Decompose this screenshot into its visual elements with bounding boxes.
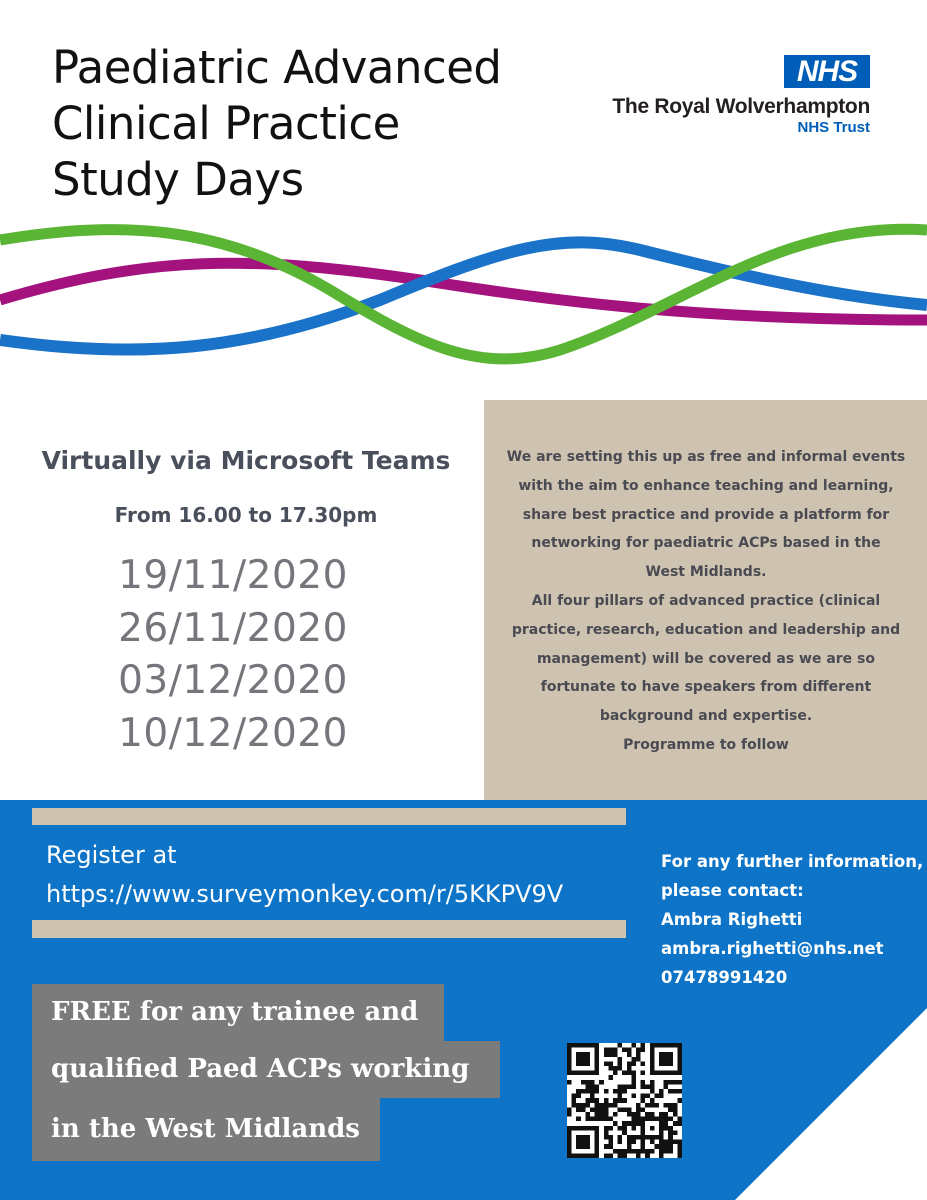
register-block	[46, 836, 563, 914]
contact-block	[661, 847, 923, 992]
free-line: FREE for any trainee and	[32, 984, 444, 1041]
event-date: 19/11/2020	[118, 553, 348, 598]
title-line: Paediatric Advanced	[52, 41, 502, 94]
wave-green	[0, 229, 927, 359]
register-link[interactable]: https://www.surveymonkey.com/r/5KKPV9V	[46, 880, 564, 908]
intro-line: with the aim to enhance teaching and learning,	[518, 477, 894, 494]
qr-code-icon[interactable]	[567, 1043, 682, 1158]
intro-line: share best practice and provide a platform for	[522, 506, 890, 523]
decorative-waves	[0, 210, 927, 400]
title-line: Study Days	[52, 153, 304, 206]
contact-line: For any further information,	[661, 852, 924, 871]
trust-name: NHS Trust	[797, 119, 870, 136]
intro-line: West Midlands.	[645, 564, 767, 581]
free-line: in the West Midlands	[32, 1098, 380, 1161]
divider-bar	[32, 920, 626, 938]
intro-line: All four pillars of advanced practice (clinical	[531, 592, 881, 609]
intro-line: management) will be covered as we are so	[536, 650, 876, 667]
event-venue: Virtually via Microsoft Teams	[41, 446, 451, 475]
contact-name: Ambra Righetti	[661, 910, 803, 929]
organisation-name: The Royal Wolverhampton	[612, 95, 870, 118]
contact-line: please contact:	[661, 881, 804, 900]
event-time: From 16.00 to 17.30pm	[114, 503, 378, 527]
event-date: 10/12/2020	[118, 710, 348, 756]
intro-line: background and expertise.	[599, 708, 813, 725]
wave-blue	[0, 242, 927, 349]
intro-line: practice, research, education and leadership and	[511, 621, 901, 638]
intro-line: networking for paediatric ACPs based in the	[531, 535, 881, 552]
intro-line: We are setting this up as free and informal events	[506, 449, 906, 465]
register-label: Register at	[46, 841, 177, 869]
event-date: 03/12/2020	[118, 658, 348, 703]
title-line: Clinical Practice	[52, 97, 400, 150]
event-dates	[58, 550, 408, 760]
divider-bar	[32, 808, 626, 825]
page-title	[52, 40, 502, 208]
intro-line: fortunate to have speakers from different	[540, 679, 872, 696]
intro-line: Programme to follow	[623, 736, 789, 753]
event-date: 26/11/2020	[118, 605, 348, 651]
nhs-badge: NHS	[784, 55, 870, 88]
free-line: qualified Paed ACPs working	[32, 1041, 500, 1098]
nhs-logo	[570, 55, 870, 140]
intro-text	[500, 443, 912, 760]
contact-phone[interactable]: 07478991420	[661, 968, 788, 987]
contact-email[interactable]: ambra.righetti@nhs.net	[661, 939, 884, 958]
